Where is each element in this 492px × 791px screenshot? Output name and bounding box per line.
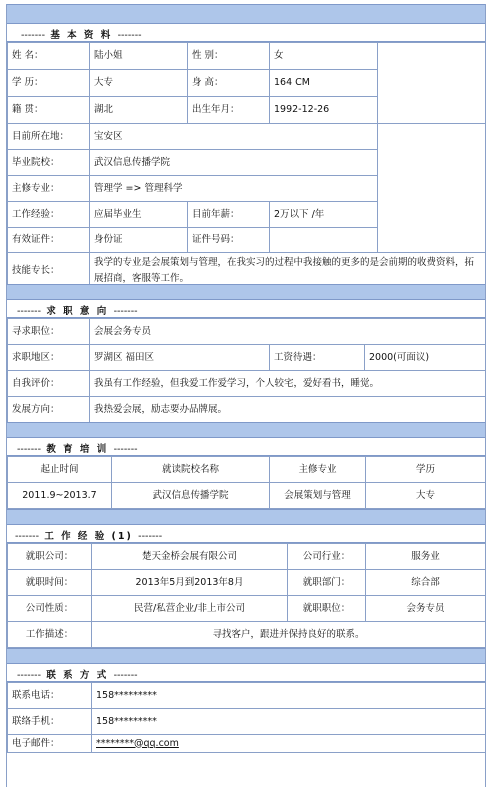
section-band <box>7 422 485 438</box>
section-band <box>7 4 485 24</box>
worktime-label: 就职时间： <box>8 570 92 596</box>
pay-label: 工资待遇： <box>270 345 365 371</box>
direction-label: 发展方向： <box>8 397 90 423</box>
area-label: 求职地区： <box>8 345 90 371</box>
table-row <box>8 483 486 509</box>
job-label: 就职职位： <box>288 596 366 622</box>
birth-label: 出生年月： <box>188 97 270 124</box>
industry-label: 公司行业： <box>288 544 366 570</box>
email-link[interactable]: ********@qq.com <box>96 737 179 749</box>
section-header-intent: ------- 求 职 意 向 ------- <box>7 300 485 318</box>
edu-degree: 大专 <box>366 483 486 509</box>
work-table <box>7 543 486 648</box>
email-label: 电子邮件： <box>8 735 92 753</box>
edu-school: 武汉信息传播学院 <box>112 483 270 509</box>
gender-value: 女 <box>270 43 378 70</box>
major-label: 主修专业： <box>8 176 90 202</box>
dept-value: 综合部 <box>366 570 486 596</box>
nature-label: 公司性质： <box>8 596 92 622</box>
phone-label: 联系电话： <box>8 683 92 709</box>
edu-header-major: 主修专业 <box>270 457 366 483</box>
section-band <box>7 648 485 664</box>
section-title-work: 工 作 经 验 (1) <box>44 531 133 542</box>
worktime-value: 2013年5月到2013年8月 <box>92 570 288 596</box>
school-value: 武汉信息传播学院 <box>90 150 378 176</box>
exp-value: 应届毕业生 <box>90 202 188 228</box>
cert-label: 有效证件： <box>8 228 90 253</box>
location-value: 宝安区 <box>90 124 378 150</box>
position-label: 寻求职位： <box>8 319 90 345</box>
edu-period: 2011.9~2013.7 <box>8 483 112 509</box>
photo-cell <box>378 43 486 124</box>
nature-value: 民营/私营企业/非上市公司 <box>92 596 288 622</box>
education-table <box>7 456 486 509</box>
section-header-basic: ------- 基 本 资 料 ------- <box>7 24 485 42</box>
contact-table <box>7 682 486 753</box>
mobile-label: 联络手机： <box>8 709 92 735</box>
certno-value <box>270 228 378 253</box>
edu-label: 学 历： <box>8 70 90 97</box>
origin-value: 湖北 <box>90 97 188 124</box>
origin-label: 籍 贯： <box>8 97 90 124</box>
skills-value: 我学的专业是会展策划与管理，在我实习的过程中我接触的更多的是会前期的收费资料，拓展招商，客服等工作。 <box>90 253 486 290</box>
section-band <box>7 509 485 525</box>
school-label: 毕业院校： <box>8 150 90 176</box>
birth-value: 1992-12-26 <box>270 97 378 124</box>
certno-label: 证件号码： <box>188 228 270 253</box>
dept-label: 就职部门： <box>288 570 366 596</box>
salary-value: 2万以下 /年 <box>270 202 378 228</box>
skills-label: 技能专长： <box>8 253 90 290</box>
gender-label: 性 别： <box>188 43 270 70</box>
basic-info-table <box>7 42 486 290</box>
pay-value: 2000(可面议) <box>365 345 486 371</box>
section-title-contact: 联 系 方 式 <box>46 670 109 681</box>
desc-value: 寻找客户，跟进并保持良好的联系。 <box>92 622 486 648</box>
edu-header-school: 就读院校名称 <box>112 457 270 483</box>
edu-major: 会展策划与管理 <box>270 483 366 509</box>
location-label: 目前所在地： <box>8 124 90 150</box>
section-band <box>7 284 485 300</box>
company-label: 就职公司： <box>8 544 92 570</box>
phone-value: 158********* <box>92 683 486 709</box>
position-value: 会展会务专员 <box>90 319 486 345</box>
self-eval-value: 我虽有工作经验，但我爱工作爱学习，个人较宅，爱好看书，睡觉。 <box>90 371 486 397</box>
exp-label: 工作经验： <box>8 202 90 228</box>
section-title-education: 教 育 培 训 <box>46 444 109 455</box>
major-value: 管理学 => 管理科学 <box>90 176 378 202</box>
area-value: 罗湖区 福田区 <box>90 345 270 371</box>
section-header-education: ------- 教 育 培 训 ------- <box>7 438 485 456</box>
resume-page <box>6 4 486 787</box>
section-title-basic: 基 本 资 料 <box>50 30 113 41</box>
height-value: 164 CM <box>270 70 378 97</box>
self-eval-label: 自我评价： <box>8 371 90 397</box>
job-value: 会务专员 <box>366 596 486 622</box>
salary-label: 目前年薪： <box>188 202 270 228</box>
direction-value: 我热爱会展，励志要办品牌展。 <box>90 397 486 423</box>
name-value: 陆小姐 <box>90 43 188 70</box>
cert-value: 身份证 <box>90 228 188 253</box>
company-value: 楚天金桥会展有限公司 <box>92 544 288 570</box>
edu-value: 大专 <box>90 70 188 97</box>
section-header-contact: ------- 联 系 方 式 ------- <box>7 664 485 682</box>
edu-header-period: 起止时间 <box>8 457 112 483</box>
section-header-work: ------- 工 作 经 验 (1) ------- <box>7 525 485 543</box>
intent-table <box>7 318 486 423</box>
height-label: 身 高： <box>188 70 270 97</box>
industry-value: 服务业 <box>366 544 486 570</box>
desc-label: 工作描述： <box>8 622 92 648</box>
section-title-intent: 求 职 意 向 <box>46 306 109 317</box>
name-label: 姓 名： <box>8 43 90 70</box>
mobile-value: 158********* <box>92 709 486 735</box>
edu-header-degree: 学历 <box>366 457 486 483</box>
